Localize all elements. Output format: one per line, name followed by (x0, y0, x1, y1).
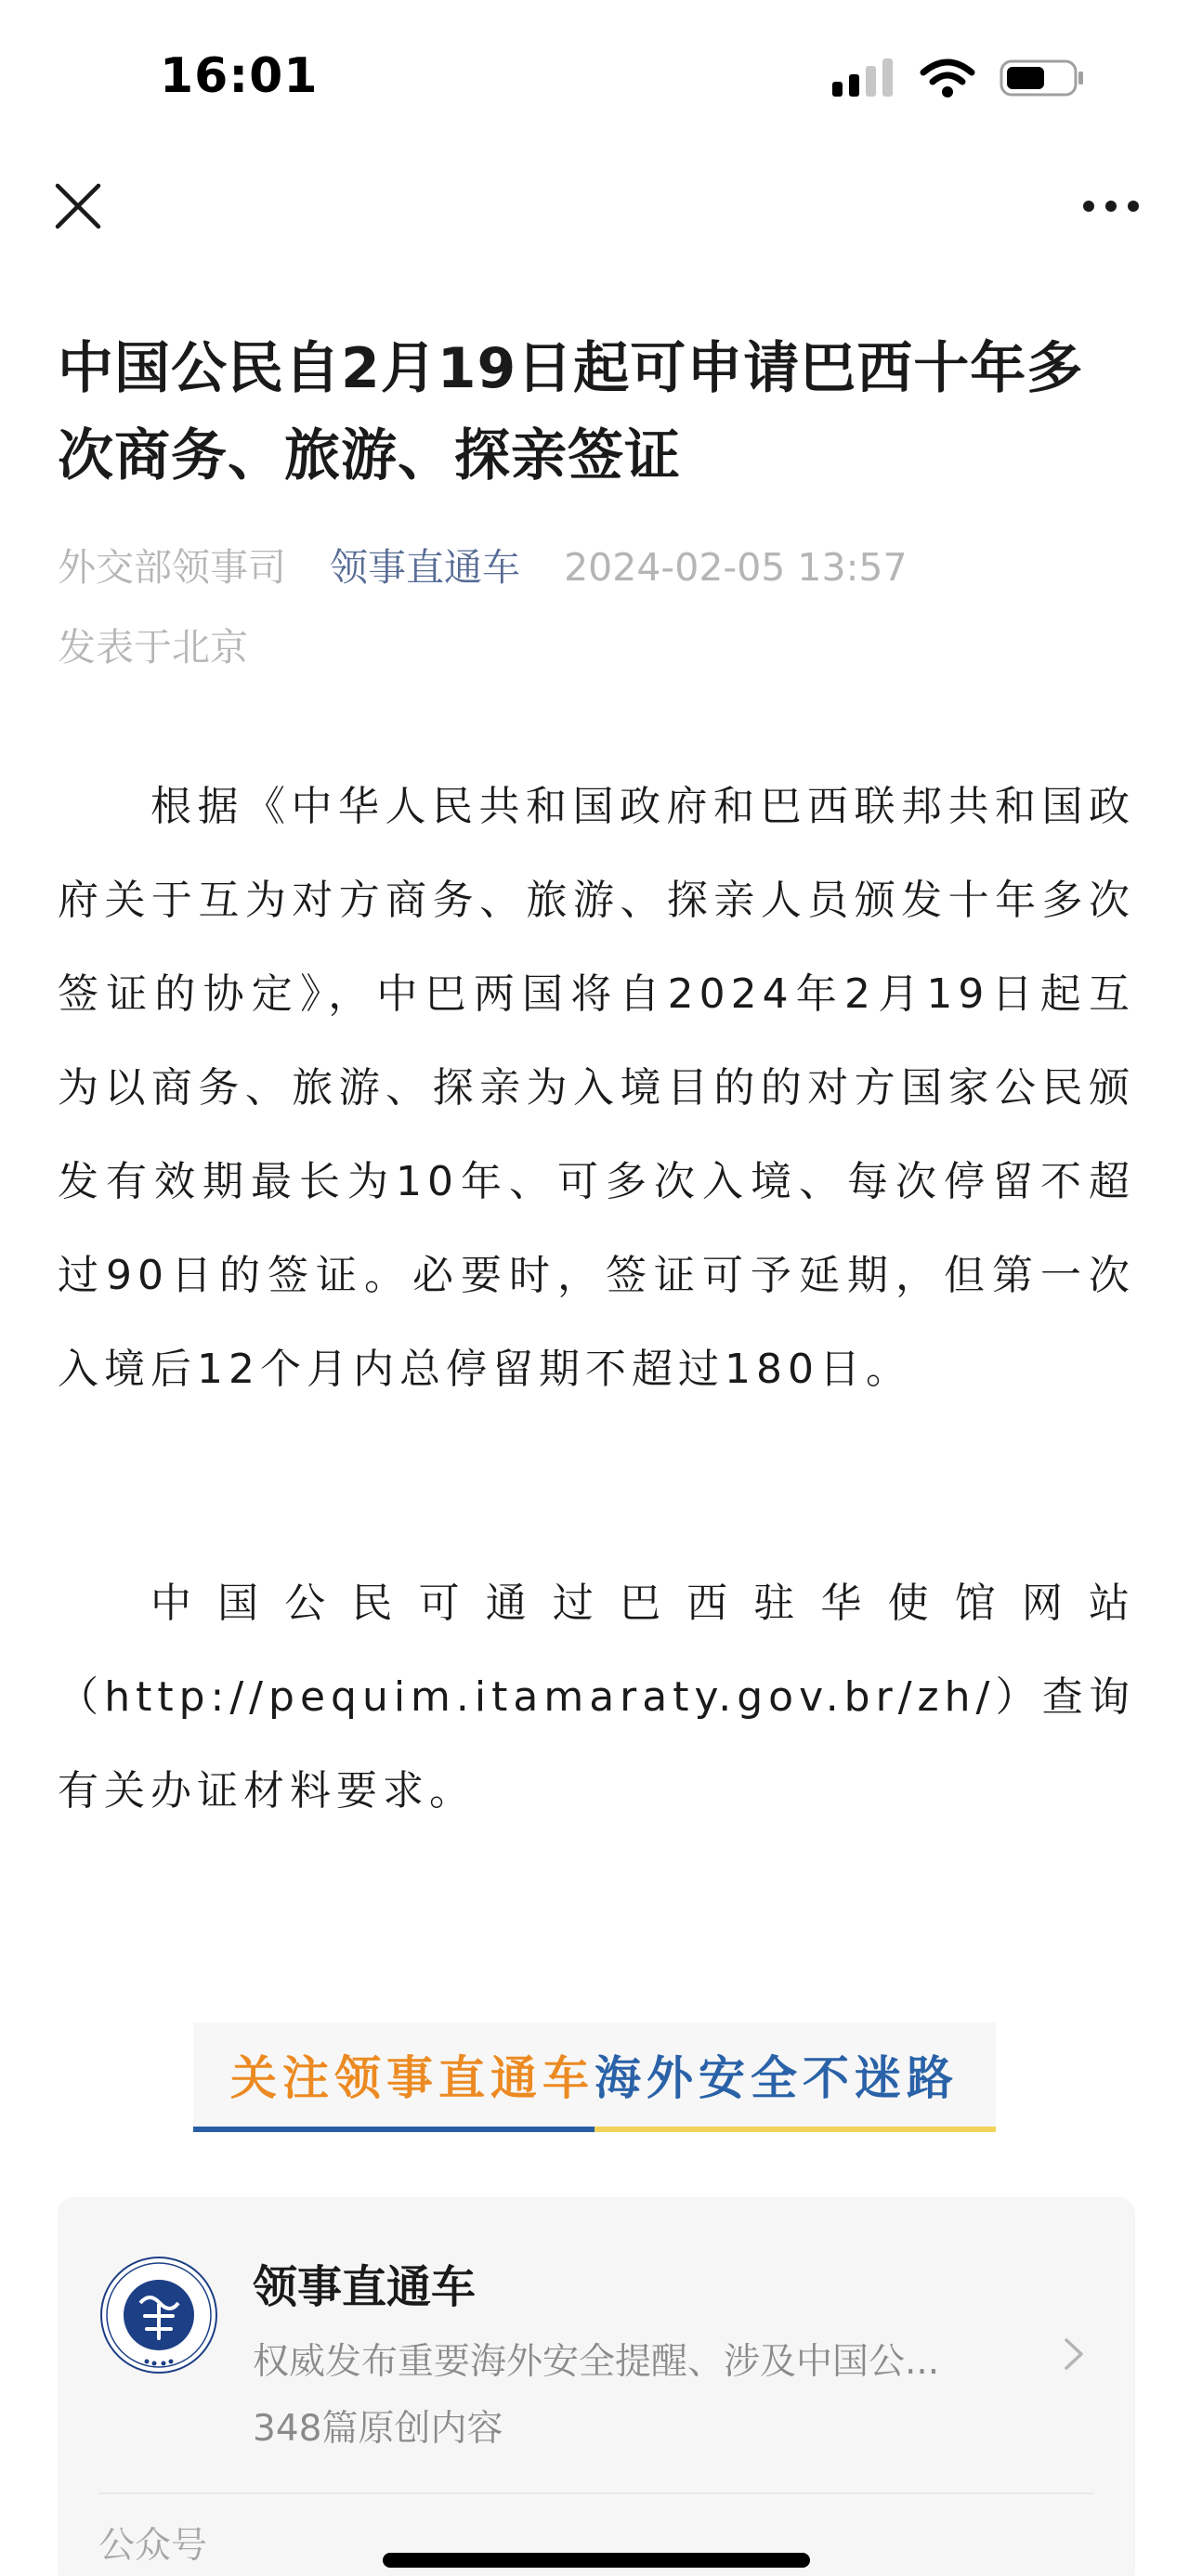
home-indicator[interactable] (383, 2553, 810, 2568)
banner-underline-blue (193, 2127, 594, 2132)
account-description: 权威发布重要海外安全提醒、涉及中国公... (253, 2341, 940, 2383)
banner-text-part2: 海外安全不迷路 (594, 2051, 959, 2105)
cellular-signal-icon (830, 58, 895, 98)
follow-banner (193, 2023, 996, 2127)
article-paragraph: 中国公民可通过巴西驻华使馆网站（http://pequim.itamaraty.gov.br/zh/）查询有关办证材料要求。 (58, 1580, 1135, 1815)
banner-text (193, 2023, 996, 2127)
article-author: 外交部领事司 (58, 545, 286, 590)
account-name: 领事直通车 (253, 2261, 477, 2313)
chevron-right-icon[interactable] (1063, 2336, 1087, 2372)
publish-date: 2024-02-05 13:57 (564, 545, 908, 590)
more-icon[interactable] (1081, 193, 1141, 219)
article-title: 中国公民自2月19日起可申请巴西十年多次商务、旅游、探亲签证 (58, 336, 1084, 488)
consular-affairs-logo (98, 2255, 219, 2375)
battery-icon (1000, 58, 1085, 98)
banner-text-part1: 关注领事直通车 (230, 2051, 594, 2105)
account-link[interactable]: 领事直通车 (330, 545, 521, 590)
status-bar (0, 0, 1189, 158)
account-type: 公众号 (98, 2525, 208, 2567)
wifi-icon (920, 58, 975, 98)
article-meta (58, 527, 1135, 687)
banner-underline-yellow (594, 2127, 996, 2132)
article-paragraph: 根据《中华人民共和国政府和巴西联邦共和国政府关于互为对方商务、旅游、探亲人员颁发十年多次签证的协定》，中巴两国将自2024年2月19日起互为以商务、旅游、探亲为入境目的的对方国家公民颁发有效期最长为10年、可多次入境、每次停留不超过90日的签证。必要时，签证可予延期，但第一次入境后12个月内总停留期不超过180日。 (58, 783, 1135, 1393)
status-time: 16:01 (160, 48, 319, 104)
account-card[interactable] (58, 2197, 1135, 2576)
card-divider (98, 2492, 1094, 2494)
account-article-count: 348篇原创内容 (253, 2408, 503, 2450)
status-icons (830, 58, 1085, 98)
close-icon[interactable] (54, 182, 102, 230)
publish-location: 发表于北京 (58, 625, 248, 670)
